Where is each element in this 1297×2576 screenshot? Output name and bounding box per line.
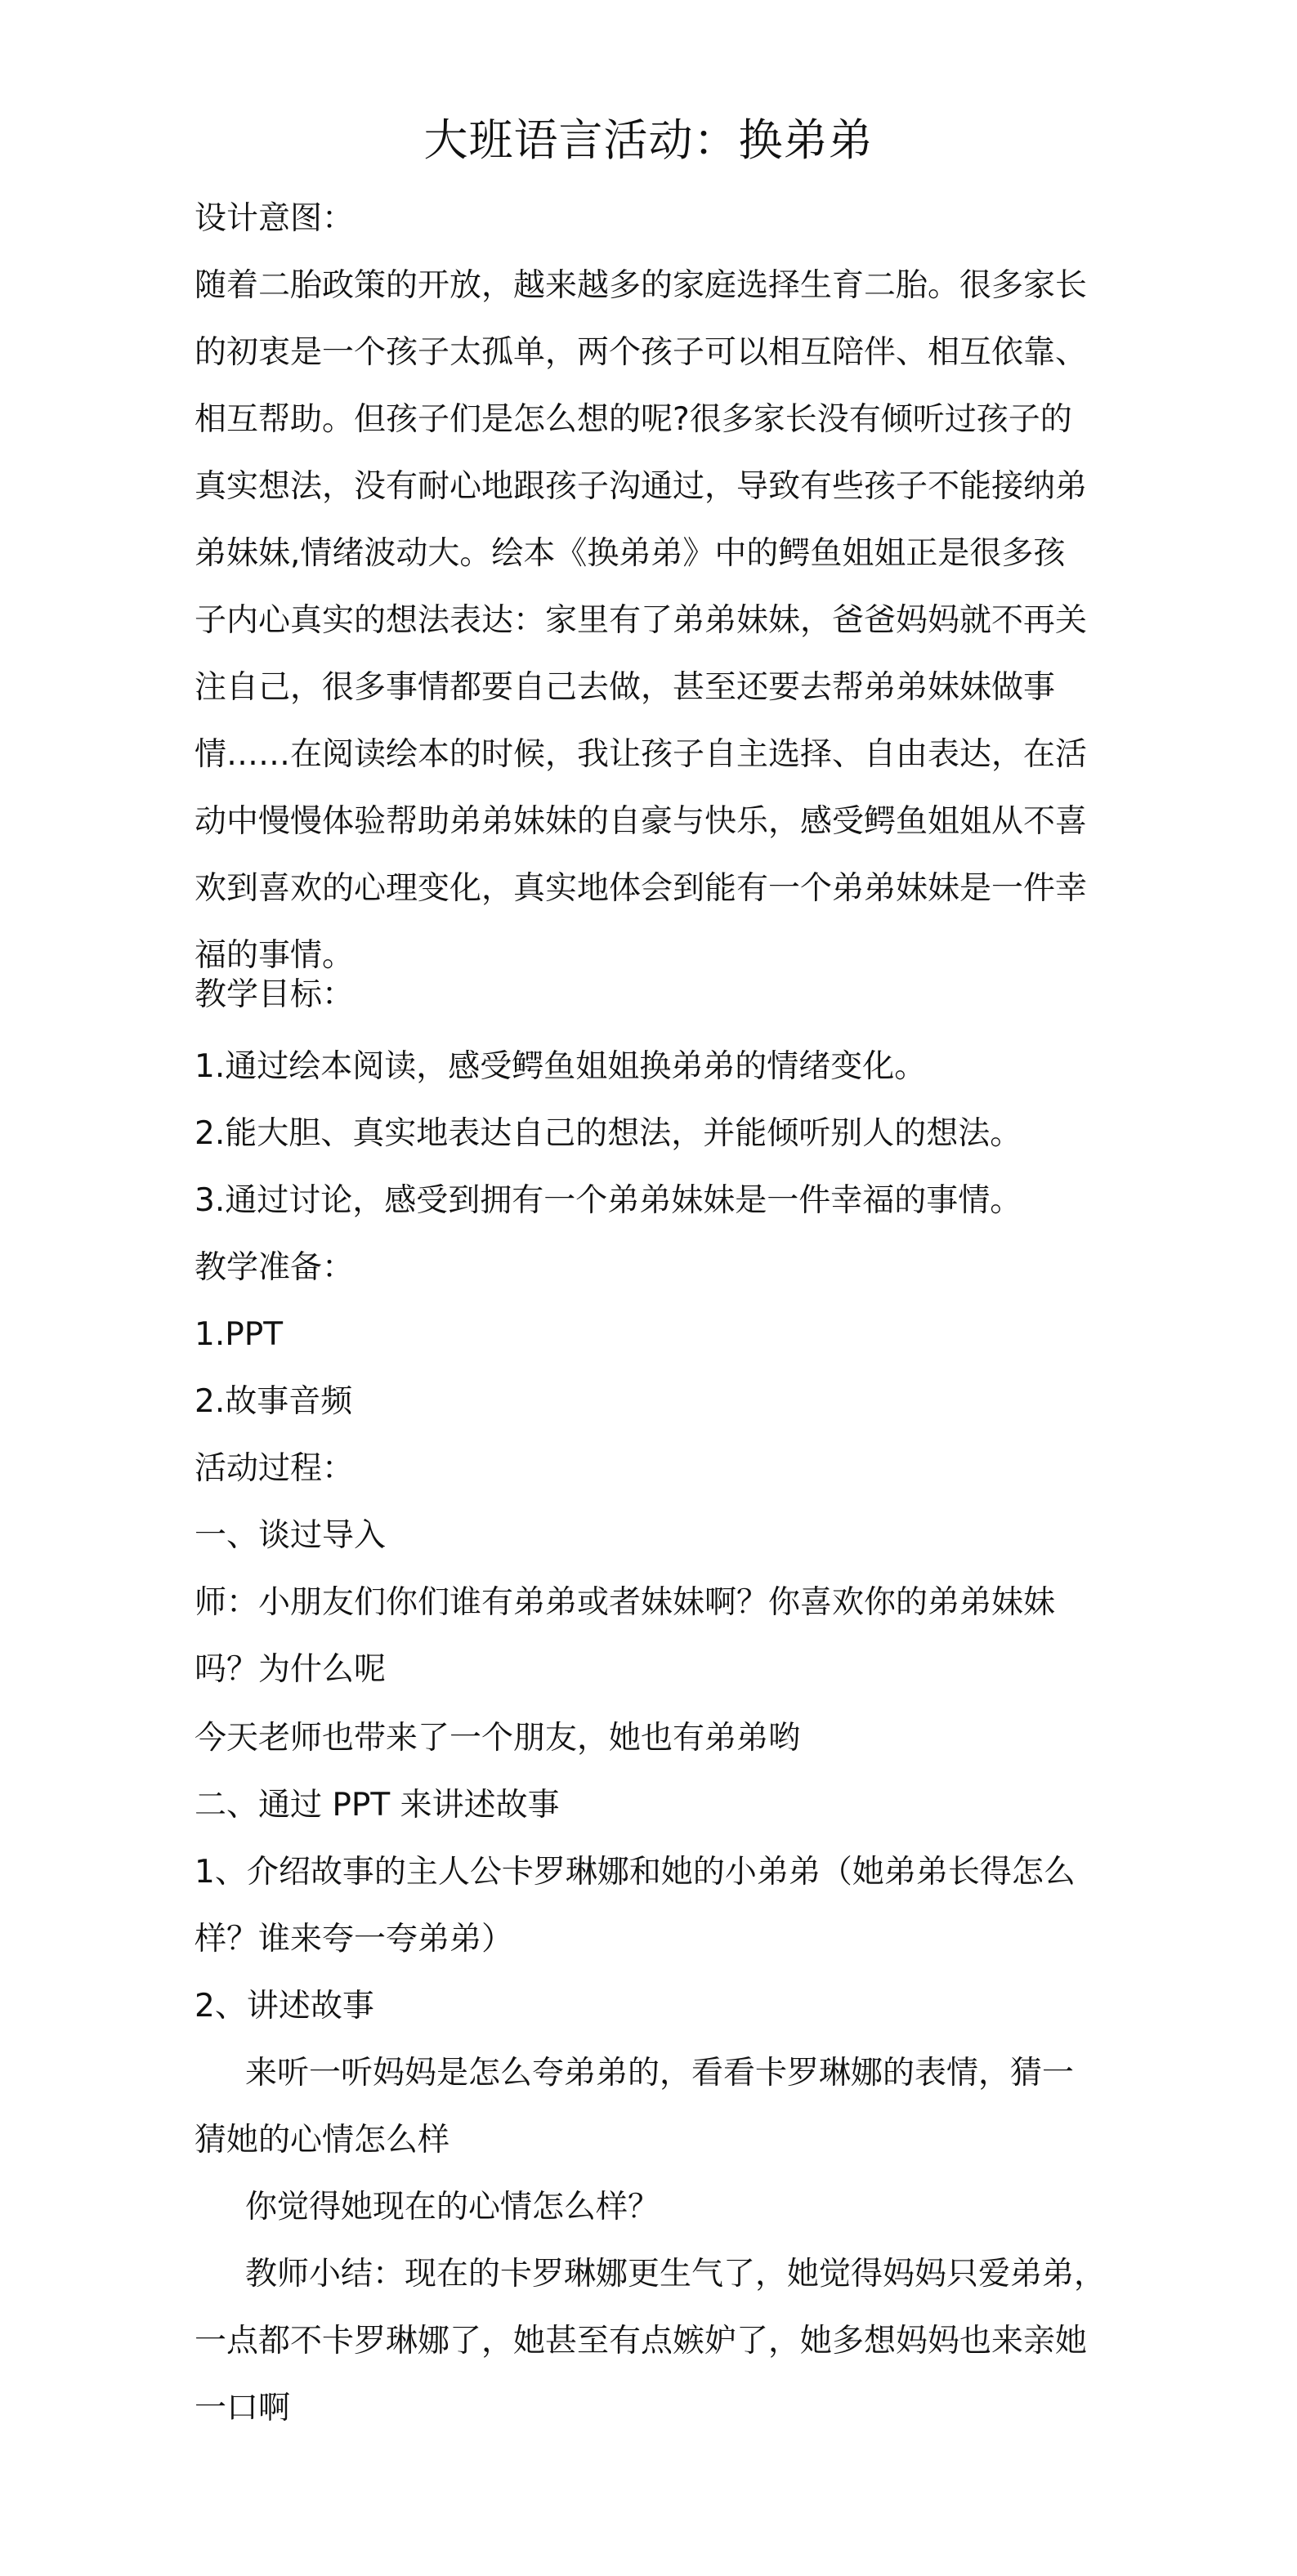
preparation-item: 1.PPT — [195, 1316, 284, 1353]
paragraph-line: 的初衷是一个孩子太孤单，两个孩子可以相互陪伴、相互依靠、 — [195, 334, 1088, 371]
paragraph-line: 真实想法，没有耐心地跟孩子沟通过，导致有些孩子不能接纳弟 — [195, 468, 1088, 505]
paragraph-line: 相互帮助。但孩子们是怎么想的呢?很多家长没有倾听过孩子的 — [195, 401, 1072, 438]
paragraph-line: 样？谁来夸一夸弟弟） — [195, 1921, 514, 1958]
step-heading: 一、谈过导入 — [195, 1517, 387, 1554]
section-heading-preparation: 教学准备： — [195, 1249, 355, 1286]
paragraph-line: 猜她的心情怎么样 — [195, 2122, 450, 2159]
paragraph-line: 情……在阅读绘本的时候，我让孩子自主选择、自由表达，在活 — [195, 736, 1088, 773]
paragraph-line: 动中慢慢体验帮助弟弟妹妹的自豪与快乐，感受鳄鱼姐姐从不喜 — [195, 803, 1088, 840]
paragraph-line: 来听一听妈妈是怎么夸弟弟的，看看卡罗琳娜的表情，猜一 — [245, 2055, 1075, 2092]
preparation-item: 2.故事音频 — [195, 1383, 353, 1420]
section-heading-process: 活动过程： — [195, 1450, 355, 1487]
document-title: 大班语言活动：换弟弟 — [423, 114, 874, 166]
paragraph-line: 随着二胎政策的开放，越来越多的家庭选择生育二胎。很多家长 — [195, 267, 1088, 304]
paragraph-line: 弟妹妹,情绪波动大。绘本《换弟弟》中的鳄鱼姐姐正是很多孩 — [195, 535, 1066, 572]
goal-item: 3.通过讨论，感受到拥有一个弟弟妹妹是一件幸福的事情。 — [195, 1182, 1022, 1219]
substep-heading: 2、讲述故事 — [195, 1988, 374, 2025]
paragraph-line: 教师小结：现在的卡罗琳娜更生气了，她觉得妈妈只爱弟弟， — [245, 2256, 1107, 2293]
paragraph-line: 子内心真实的想法表达：家里有了弟弟妹妹，爸爸妈妈就不再关 — [195, 602, 1088, 639]
paragraph-line: 一点都不卡罗琳娜了，她甚至有点嫉妒了，她多想妈妈也来亲她 — [195, 2323, 1088, 2359]
paragraph-line: 吗？为什么呢 — [195, 1651, 387, 1688]
paragraph-line: 1、介绍故事的主人公卡罗琳娜和她的小弟弟（她弟弟长得怎么 — [195, 1854, 1076, 1891]
step-heading: 二、通过 PPT 来讲述故事 — [195, 1787, 560, 1824]
paragraph-line: 福的事情。 — [195, 937, 355, 974]
paragraph-line: 一口啊 — [195, 2390, 291, 2426]
goal-item: 2.能大胆、真实地表达自己的想法，并能倾听别人的想法。 — [195, 1115, 1022, 1152]
section-heading-design-intent: 设计意图： — [195, 200, 355, 237]
section-heading-goals: 教学目标： — [195, 976, 355, 1013]
paragraph-line: 欢到喜欢的心理变化，真实地体会到能有一个弟弟妹妹是一件幸 — [195, 870, 1088, 907]
paragraph-line: 今天老师也带来了一个朋友，她也有弟弟哟 — [195, 1720, 801, 1757]
paragraph-line: 注自己，很多事情都要自己去做，甚至还要去帮弟弟妹妹做事 — [195, 669, 1056, 706]
paragraph-line: 你觉得她现在的心情怎么样？ — [245, 2189, 660, 2226]
paragraph-line: 师：小朋友们你们谁有弟弟或者妹妹啊？你喜欢你的弟弟妹妹 — [195, 1584, 1056, 1621]
goal-item: 1.通过绘本阅读，感受鳄鱼姐姐换弟弟的情绪变化。 — [195, 1048, 927, 1085]
